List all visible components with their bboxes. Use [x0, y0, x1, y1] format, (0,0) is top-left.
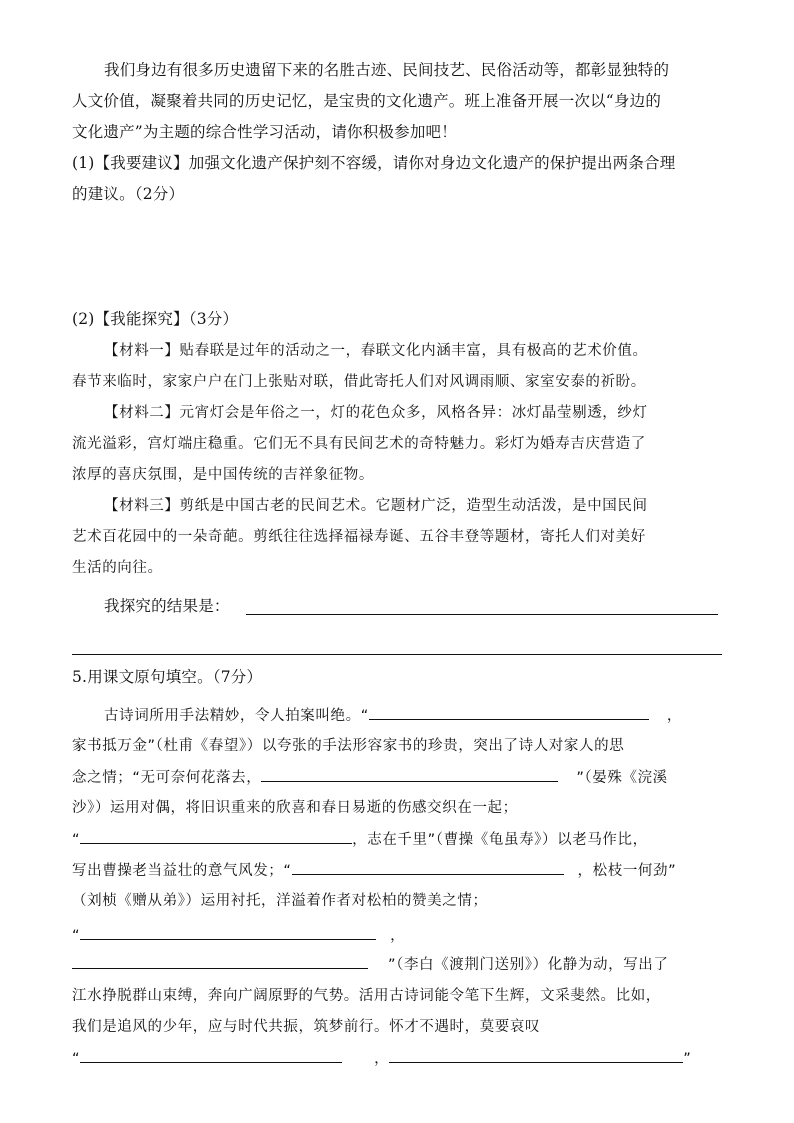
blank-3[interactable] — [80, 829, 352, 844]
material-3-line-3: 生活的向往。 — [72, 560, 163, 576]
q5-line-5-quote: “ — [72, 832, 81, 848]
blank-5[interactable] — [80, 925, 376, 940]
q5-line-12-comma: ， — [374, 1051, 390, 1067]
blank-7[interactable] — [80, 1048, 342, 1063]
q5-line-2: 家书抵万金”（杜甫《春望》）以夸张的手法形容家书的珍贵，突出了诗人对家人的思 — [72, 738, 625, 754]
result-answer-blank[interactable] — [246, 614, 718, 615]
q5-line-4: 沙》）运用对偶，将旧识重来的欣喜和春日易逝的伤感交织在一起； — [72, 800, 518, 816]
blank-6[interactable] — [72, 954, 368, 969]
q5-line-6-tail: ，松枝一何劲” — [577, 863, 677, 879]
q1-line-2: 的建议。（2分） — [72, 185, 185, 203]
material-1-line-1: 【材料一】贴春联是过年的活动之一，春联文化内涵丰富，具有极高的艺术价值。 — [104, 343, 648, 359]
blank-2[interactable] — [261, 767, 558, 782]
q5-line-3-tail: ”（晏殊《浣溪 — [576, 770, 668, 786]
q5-line-8-quote: “ — [72, 928, 81, 944]
intro-line-3: 文化遗产”为主题的综合性学习活动，请你积极参加吧！ — [72, 123, 457, 141]
material-3-line-2: 艺术百花园中的一朵奇葩。剪纸往往选择福禄寿诞、五谷丰登等题材，寄托人们对美好 — [72, 529, 646, 545]
q2-title: (2)【我能探究】（3分） — [72, 310, 239, 328]
q5-line-5-text: ，志在千里”（曹操《龟虽寿》）以老马作比， — [352, 832, 648, 848]
q5-title: 5.用课文原句填空。（7分） — [72, 668, 263, 686]
q5-line-1-comma: ， — [666, 708, 682, 724]
blank-1[interactable] — [369, 705, 649, 720]
material-2-line-3: 浓厚的喜庆氛围，是中国传统的吉祥象征物。 — [72, 467, 374, 483]
result-answer-blank-2[interactable] — [72, 654, 722, 655]
q5-line-12-quote: “ — [72, 1051, 81, 1067]
blank-4[interactable] — [292, 860, 564, 875]
q5-line-10: 江水挣脱群山束缚，奔向广阔原野的气势。活用古诗词能令笔下生辉，文采斐然。比如， — [72, 988, 661, 1004]
q1-line-1: (1)【我要建议】加强文化遗产保护刻不容缓，请你对身边文化遗产的保护提出两条合理 — [72, 154, 676, 172]
q5-line-3-text: 念之情；“无可奈何花落去， — [72, 770, 262, 786]
material-2-line-1: 【材料二】元宵灯会是年俗之一，灯的花色众多，风格各异：冰灯晶莹剔透，纱灯 — [104, 405, 648, 421]
material-3-line-1: 【材料三】剪纸是中国古老的民间艺术。它题材广泛，造型生动活泼，是中国民间 — [104, 498, 648, 514]
material-2-line-2: 流光溢彩，宫灯端庄稳重。它们无不具有民间艺术的奇特魅力。彩灯为婚寿吉庆营造了 — [72, 436, 646, 452]
intro-line-2: 人文价值，凝聚着共同的历史记忆，是宝贵的文化遗产。班上准备开展一次以“身边的 — [72, 92, 662, 110]
result-label: 我探究的结果是： — [104, 597, 230, 615]
q5-line-12-endquote: ” — [683, 1051, 692, 1067]
q5-line-11: 我们是追风的少年，应与时代共振，筑梦前行。怀才不遇时，莫要哀叹 — [72, 1019, 541, 1035]
q5-line-8-comma: ， — [390, 928, 406, 944]
blank-8[interactable] — [389, 1048, 683, 1063]
q5-line-9-tail: ”（李白《渡荆门送别》）化静为动，写出了 — [388, 957, 669, 973]
q5-line-6-text: 写出曹操老当益壮的意气风发；“ — [72, 863, 292, 879]
q5-line-7: （刘桢《赠从弟》）运用衬托，洋溢着作者对松柏的赞美之情； — [72, 893, 488, 909]
intro-line-1: 我们身边有很多历史遗留下来的名胜古迹、民间技艺、民俗活动等，都彰显独特的 — [104, 61, 670, 79]
material-1-line-2: 春节来临时，家家户户在门上张贴对联，借此寄托人们对风调雨顺、家室安泰的祈盼。 — [72, 374, 646, 390]
q5-line-1-text: 古诗词所用手法精妙，令人拍案叫绝。“ — [104, 708, 369, 724]
